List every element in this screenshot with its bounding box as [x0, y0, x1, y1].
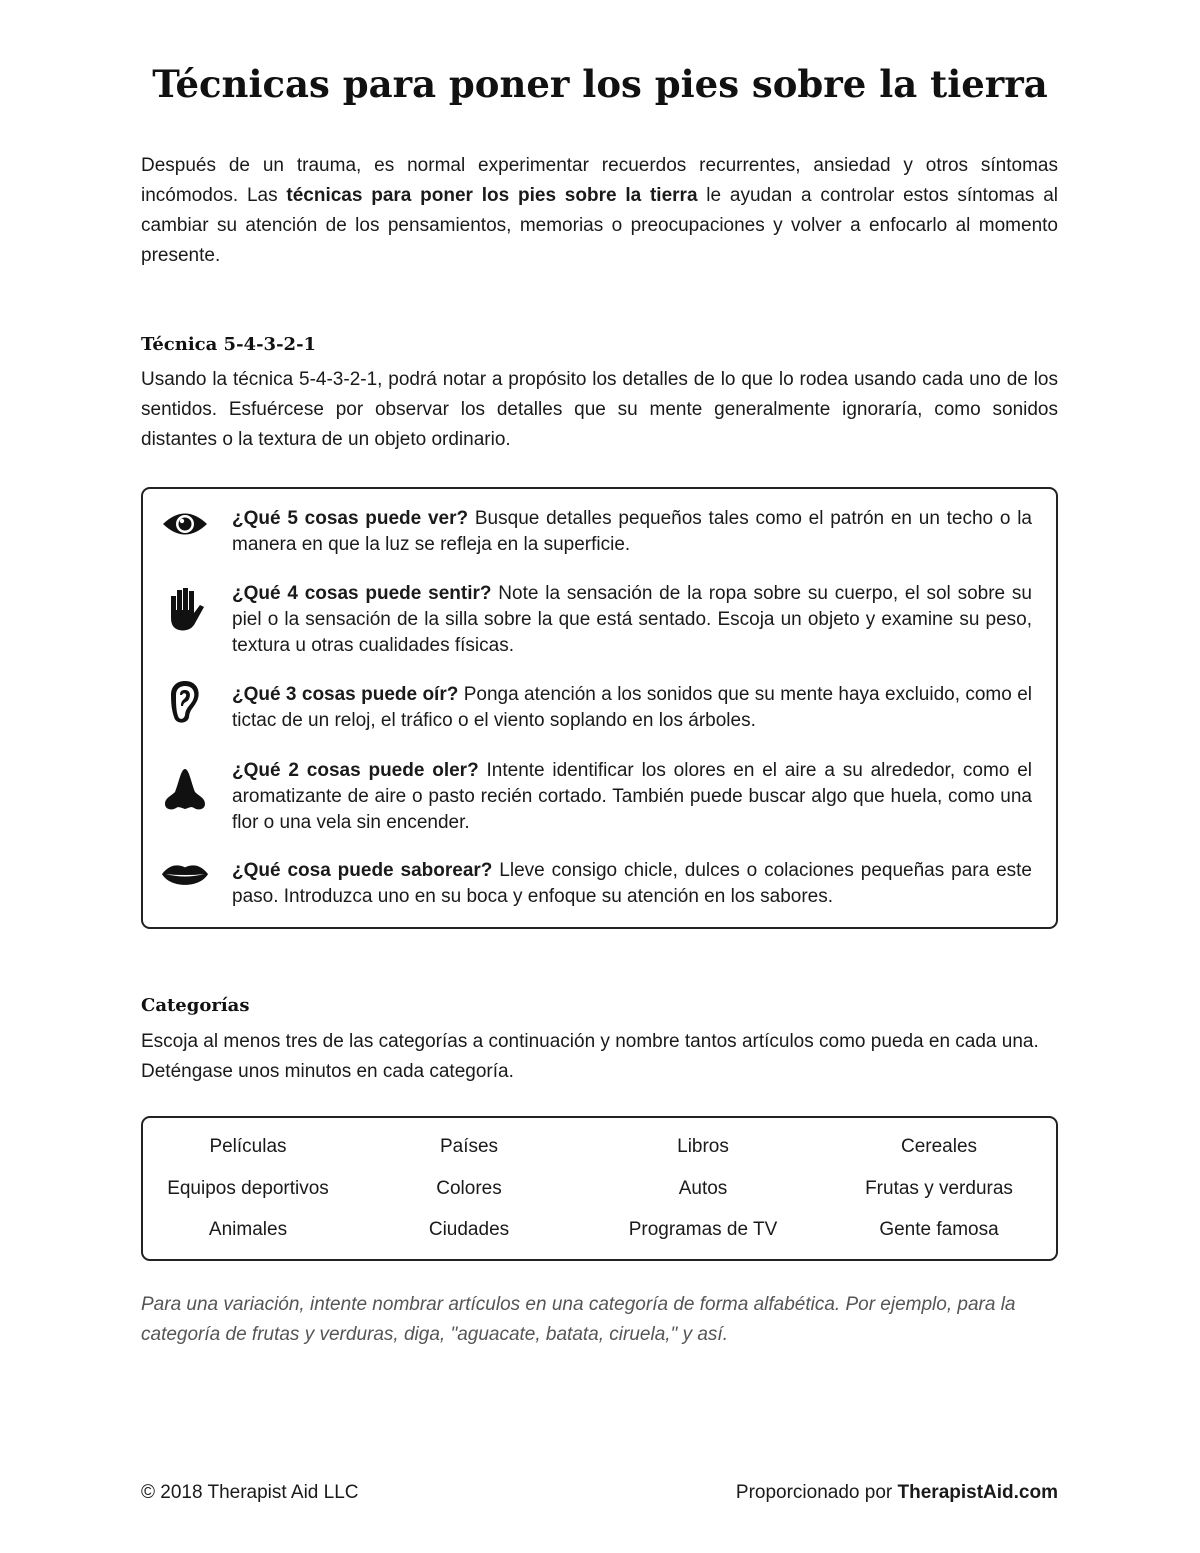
categories-heading: Categorías — [141, 995, 250, 1016]
intro-paragraph — [141, 151, 1058, 271]
eye-icon — [161, 500, 209, 548]
category-item: Ciudades — [428, 1219, 510, 1240]
category-item: Equipos deportivos — [167, 1177, 329, 1199]
footer-provided — [736, 1482, 1058, 1504]
senses-box — [141, 487, 1058, 929]
categories-text: Escoja al menos tres de las categorías a continuación y nombre tantos artículos como pueda en cada una. Deténgase unos minutos en cada categoría. — [141, 1031, 1039, 1082]
technique-text: Usando la técnica 5-4-3-2-1, podrá notar a propósito los detalles de lo que lo rodea usando cada uno de los sentidos. Esfuércese por observar los detalles que su mente generalmente ignoraría, como sonidos distantes o la textura de un objeto ordinario. — [141, 369, 1058, 450]
category-item: Libros — [677, 1136, 729, 1157]
sense-text: Busque detalles pequeños tales como el patrón en un techo o la manera en que la luz se refleja en la superficie. — [232, 508, 1032, 555]
sense-question: ¿Qué 2 cosas puede oler? — [232, 760, 479, 781]
category-item: Películas — [209, 1136, 287, 1157]
provided-label: Proporcionado por — [735, 1482, 898, 1503]
intro-bold: técnicas para poner los pies sobre la tierra — [286, 185, 698, 206]
category-item: Animales — [208, 1219, 288, 1240]
category-item: Autos — [678, 1177, 728, 1199]
variation-note: Para una variación, intente nombrar artículos en una categoría de forma alfabética. Por ejemplo, para la categoría de frutas y verduras, diga, "aguacate, batata, ciruela," y así. — [141, 1294, 1016, 1345]
category-item: Cereales — [900, 1136, 978, 1157]
lips-icon — [161, 852, 209, 900]
categories-box — [141, 1116, 1058, 1261]
intro-text-2: le ayudan a controlar estos síntomas al cambiar su atención de los pensamientos, memorias o preocupaciones y volver a enfocarlo al momento presente. — [141, 185, 1058, 266]
page-title: Técnicas para poner los pies sobre la tierra — [152, 62, 1048, 106]
category-item: Colores — [436, 1177, 502, 1199]
copyright: © 2018 Therapist Aid LLC — [141, 1482, 359, 1503]
sense-question: ¿Qué 3 cosas puede oír? — [232, 684, 459, 705]
hand-icon — [161, 585, 209, 633]
sense-text: Note la sensación de la ropa sobre su cuerpo, el sol sobre su piel o la sensación de la silla sobre la que está sentado. Escoja un objeto y examine su peso, textura u otras cualidades físicas. — [232, 583, 1032, 656]
sense-question: ¿Qué cosa puede saborear? — [232, 860, 493, 881]
category-item: Frutas y verduras — [865, 1177, 1013, 1199]
sense-text: Intente identificar los olores en el aire a su alrededor, como el aromatizante de aire o pasto recién cortado. También puede buscar algo que huela, como una flor o una vela sin encender. — [232, 760, 1032, 833]
nose-icon — [161, 766, 209, 814]
site-link[interactable]: TherapistAid.com — [897, 1482, 1058, 1503]
sense-text: Lleve consigo chicle, dulces o colaciones pequeñas para este paso. Introduzca uno en su boca y enfoque su atención en los sabores. — [232, 860, 1032, 907]
sense-question: ¿Qué 4 cosas puede sentir? — [232, 583, 492, 604]
ear-icon — [161, 678, 209, 726]
category-item: Países — [439, 1136, 499, 1157]
category-item: Gente famosa — [879, 1219, 999, 1240]
sense-text: Ponga atención a los sonidos que su mente haya excluido, como el tictac de un reloj, el tráfico o el viento soplando en los árboles. — [232, 684, 1032, 731]
sense-question: ¿Qué 5 cosas puede ver? — [232, 508, 469, 529]
technique-heading: Técnica 5-4-3-2-1 — [141, 334, 317, 355]
category-item: Programas de TV — [628, 1219, 778, 1240]
intro-text: Después de un trauma, es normal experimentar recuerdos recurrentes, ansiedad y otros síntomas incómodos. Las — [141, 155, 1058, 206]
